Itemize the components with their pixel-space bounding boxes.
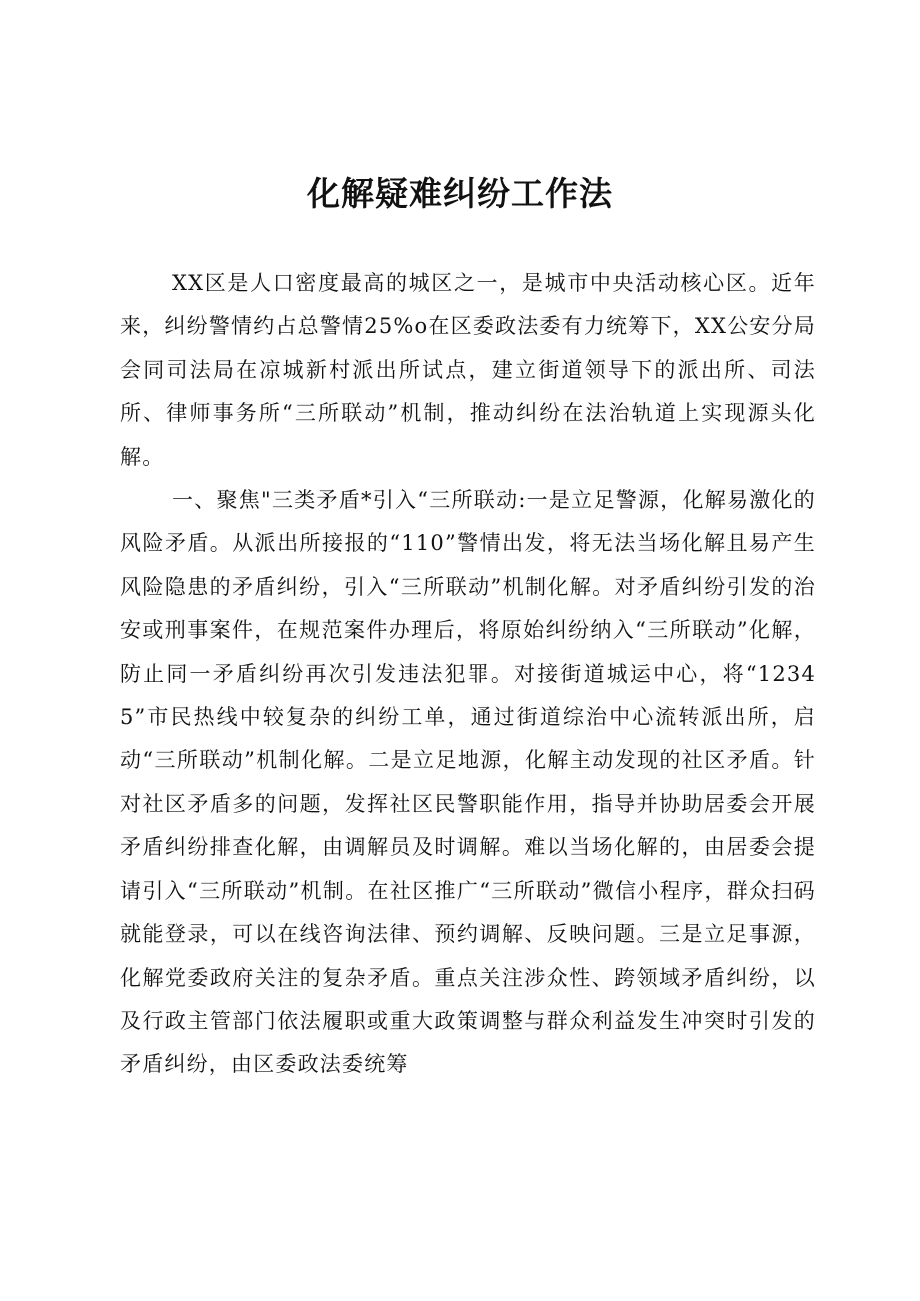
- paragraph-intro: XX区是人口密度最高的城区之一，是城市中央活动核心区。近年来，纠纷警情约占总警情25%o在区委政法委有力统筹下，XX公安分局会同司法局在凉城新村派出所试点，建立街道领导下的派出所、司法所、律师事务所“三所联动”机制，推动纠纷在法治轨道上实现源头化解。: [120, 271, 816, 469]
- paragraph-section-one: 一、聚焦"三类矛盾*引入“三所联动:一是立足警源，化解易激化的风险矛盾。从派出所接报的“110”警情出发，将无法当场化解且易产生风险隐患的矛盾纠纷，引入“三所联动”机制化解。对矛盾纠纷引发的治安或刑事案件，在规范案件办理后，将原始纠纷纳入“三所联动”化解，防止同一矛盾纠纷再次引发违法犯罪。对接街道城运中心，将“12345”市民热线中较复杂的纠纷工单，通过街道综治中心流转派出所，启动“三所联动”机制化解。二是立足地源，化解主动发现的社区矛盾。针对社区矛盾多的问题，发挥社区民警职能作用，指导并协助居委会开展矛盾纠纷排查化解，由调解员及时调解。难以当场化解的，由居委会提请引入“三所联动”机制。在社区推广“三所联动”微信小程序，群众扫码就能登录，可以在线咨询法律、预约调解、反映问题。三是立足事源，化解党委政府关注的复杂矛盾。重点关注涉众性、跨领域矛盾纠纷，以及行政主管部门依法履职或重大政策调整与群众利益发生冲突时引发的矛盾纠纷，由区委政法委统筹: [120, 488, 816, 1077]
- document-body: [120, 262, 816, 1087]
- document-title: 化解疑难纠纷工作法: [307, 174, 613, 213]
